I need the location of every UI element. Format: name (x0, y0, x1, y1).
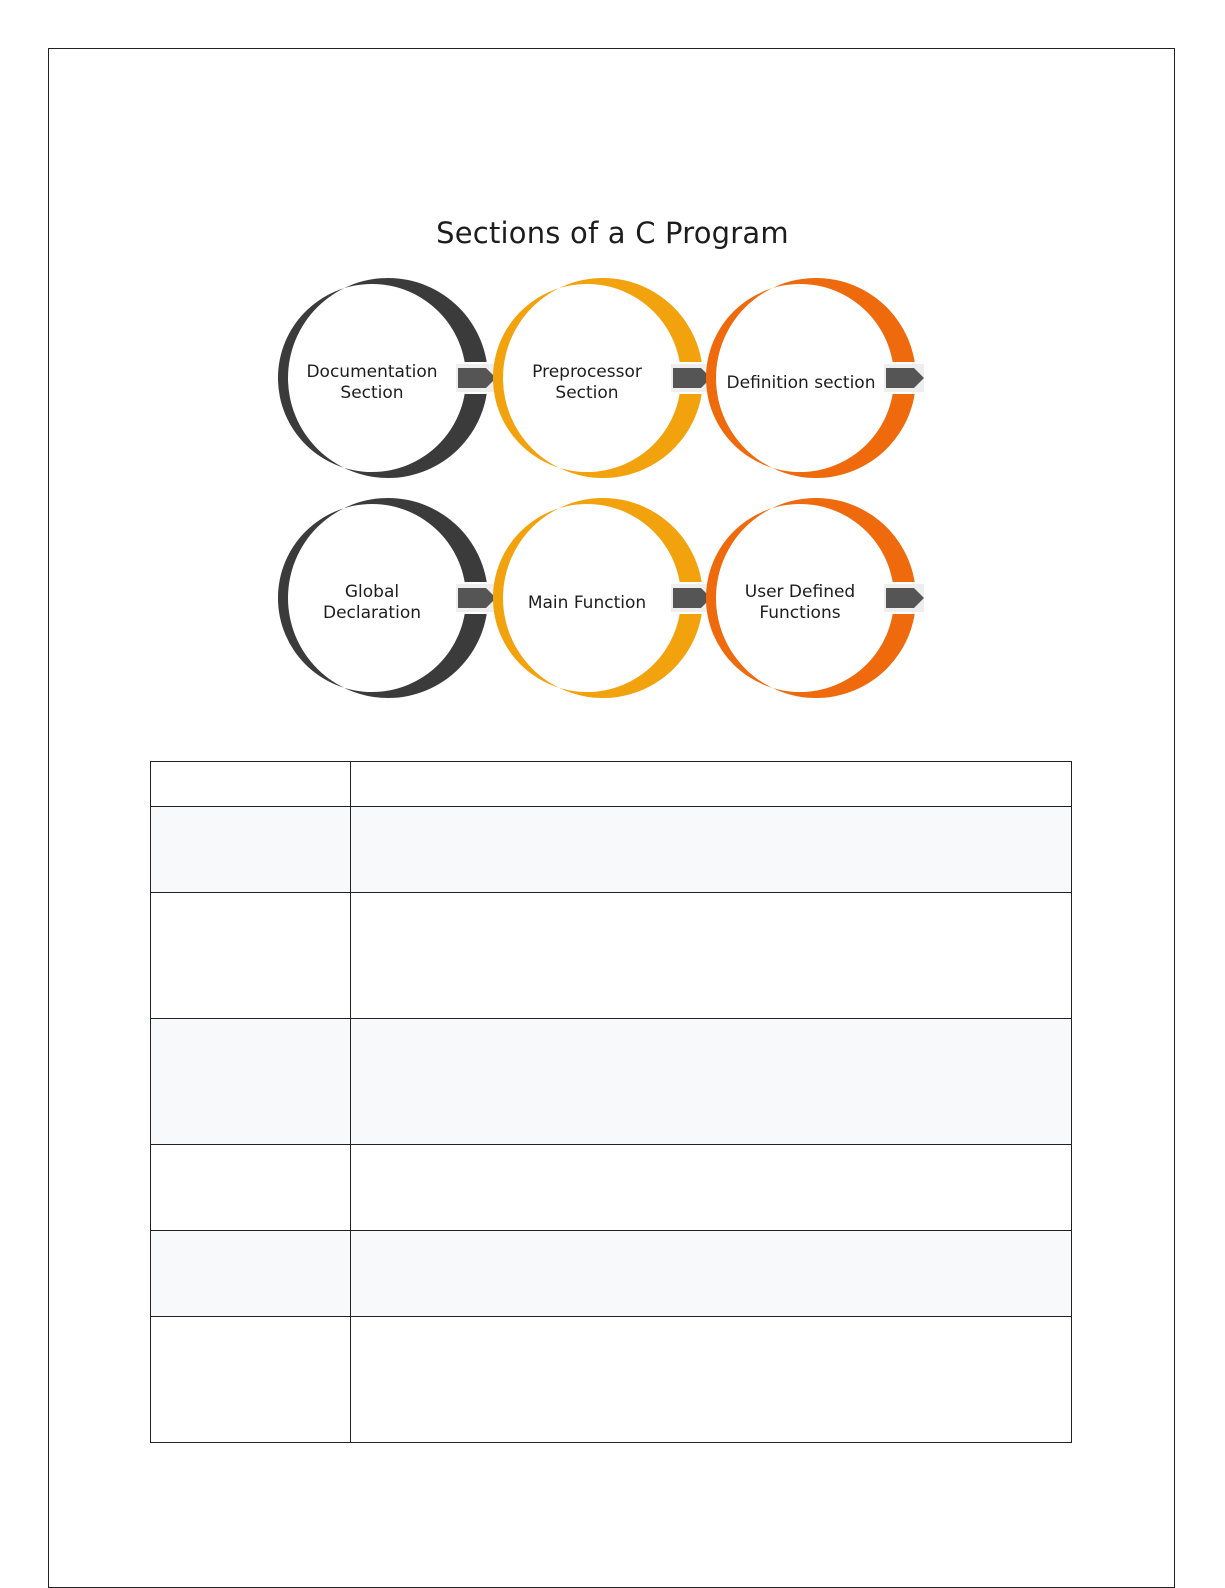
table-cell (151, 1145, 351, 1231)
stage-documentation-section (288, 278, 498, 488)
stage-user-defined-functions (716, 498, 926, 708)
table-cell (351, 1019, 1072, 1145)
table-row (151, 1317, 1072, 1443)
table-row (151, 1231, 1072, 1317)
table-row (151, 807, 1072, 893)
stage-label: Preprocessor Section (532, 362, 642, 403)
table-cell (351, 1145, 1072, 1231)
table-cell (151, 807, 351, 893)
table-row (151, 1019, 1072, 1145)
table-cell (151, 762, 351, 807)
stage-label: Global Declaration (322, 582, 421, 623)
table-cell (151, 1019, 351, 1145)
sections-table (150, 761, 1072, 1443)
sections-diagram (0, 0, 1225, 720)
table-cell (351, 762, 1072, 807)
stage-global-declaration (288, 498, 498, 708)
table-cell (351, 807, 1072, 893)
stage-main-function (503, 498, 713, 708)
table-cell (151, 1317, 351, 1443)
diagram-title: Sections of a C Program (436, 216, 789, 250)
table-row (151, 1145, 1072, 1231)
stage-definition-section (716, 278, 926, 488)
table-cell (351, 1231, 1072, 1317)
stage-label: Main Function (527, 592, 647, 613)
table-cell (351, 1317, 1072, 1443)
table-cell (151, 893, 351, 1019)
stage-preprocessor-section (503, 278, 713, 488)
stage-label: Definition section (726, 372, 876, 393)
stage-label: Documentation Section (306, 362, 438, 403)
stage-label: User Defined Functions (744, 582, 856, 623)
table-cell (351, 893, 1072, 1019)
table-row (151, 762, 1072, 807)
table-cell (151, 1231, 351, 1317)
table-row (151, 893, 1072, 1019)
